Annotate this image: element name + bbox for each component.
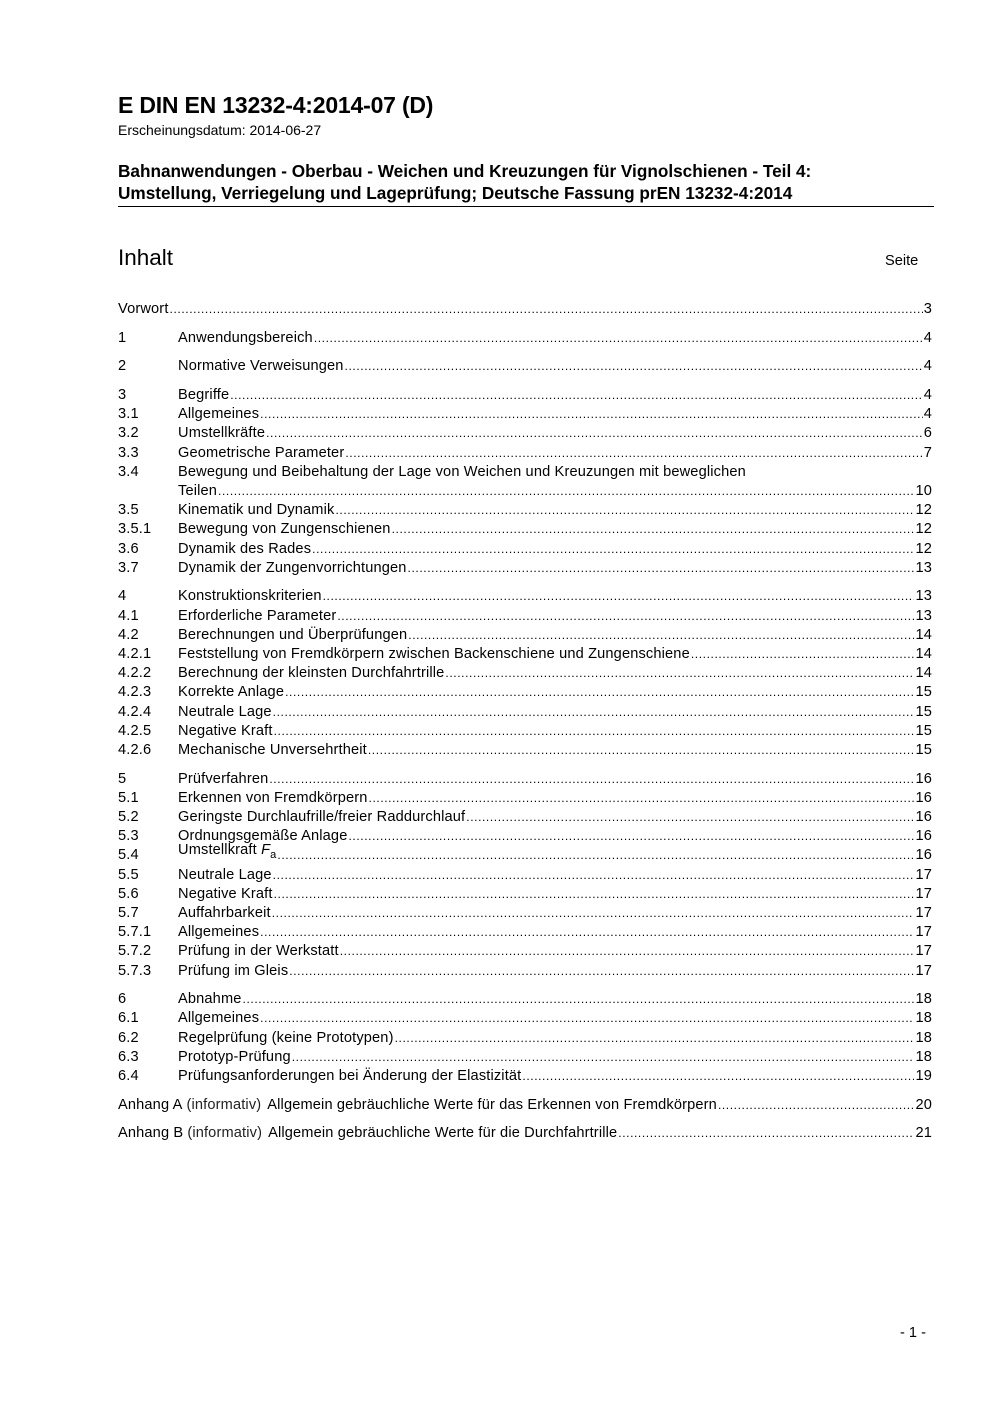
toc-entry-number: 5 (118, 770, 127, 787)
dot-leader (260, 923, 914, 942)
dot-leader (445, 664, 914, 683)
toc-entry-number: 4.2.6 (118, 741, 152, 758)
subtitle-line-2: Umstellung, Verriegelung und Lageprüfung; Deutsche Fassung prEN 13232-4:2014 (118, 183, 793, 203)
toc-entry-number: 3.2 (118, 425, 139, 442)
toc-entry-page: 10 (915, 482, 932, 499)
toc-entry-page: 15 (915, 684, 932, 701)
toc-entry-number: 3.7 (118, 559, 139, 576)
toc-entry[interactable] (118, 904, 932, 923)
dot-leader (395, 1029, 915, 1048)
toc-entry[interactable] (118, 808, 932, 827)
toc-entry-title (178, 329, 313, 348)
toc-entry-title-text: Allgemeines (178, 406, 260, 423)
toc-entry-title (178, 626, 407, 645)
toc-entry-page: 17 (915, 885, 932, 902)
annex-type: (informativ) (186, 1096, 262, 1113)
table-of-contents (118, 300, 932, 1144)
document-subtitle (118, 160, 938, 204)
dot-leader (466, 808, 914, 827)
toc-entry[interactable] (118, 444, 932, 463)
toc-entry[interactable] (118, 664, 932, 683)
toc-entry-page: 13 (915, 588, 932, 605)
toc-entry-title: Vorwort (118, 300, 169, 317)
toc-entry-page: 14 (915, 665, 932, 682)
dot-leader (368, 741, 915, 760)
toc-entry-title (178, 386, 229, 405)
toc-entry-number: 5.2 (118, 809, 139, 825)
toc-entry-title (178, 1009, 259, 1028)
toc-entry-number: 6 (118, 991, 127, 1008)
toc-entry-page: 4 (923, 358, 932, 375)
toc-entry-title-text: Ordnungsgemäße Anlage (178, 828, 348, 845)
toc-entry-number: 6.3 (118, 1048, 139, 1065)
toc-entry-number: 5.7.3 (118, 962, 152, 979)
toc-entry-title-text: Prüfung in der Werkstatt (178, 943, 339, 960)
toc-entry-page: 7 (923, 444, 932, 461)
toc-entry-number: 3.3 (118, 444, 139, 461)
toc-entry-title-text: Kinematik und Dynamik (178, 502, 335, 519)
toc-entry-page: 17 (915, 943, 932, 960)
toc-entry-title-text: Normative Verweisungen (178, 358, 344, 375)
toc-entry[interactable] (118, 424, 932, 443)
toc-entry[interactable] (118, 1029, 932, 1048)
toc-entry[interactable] (118, 683, 932, 702)
toc-entry[interactable] (118, 789, 932, 808)
toc-entry-title-text: Geringste Durchlaufrille/freier Raddurchlauf (178, 809, 466, 825)
toc-entry-page: 16 (915, 789, 932, 806)
toc-entry-number: 3 (118, 387, 127, 404)
toc-entry-title (178, 990, 242, 1009)
toc-entry-title-text: Auffahrbarkeit (178, 904, 271, 921)
toc-entry-title-text: Geometrische Parameter (178, 444, 345, 461)
dot-leader (345, 357, 923, 376)
toc-entry-title-continuation: Teilen (178, 482, 218, 499)
toc-entry-title (178, 923, 259, 942)
toc-entry-page: 18 (915, 1048, 932, 1065)
dot-leader (218, 482, 914, 501)
dot-leader (260, 405, 923, 424)
toc-entry-title (178, 942, 339, 961)
toc-entry-title (178, 904, 271, 923)
toc-entry-page: 12 (915, 521, 932, 538)
toc-entry-title (178, 664, 444, 683)
toc-entry[interactable] (118, 1009, 932, 1028)
toc-entry-number: 5.3 (118, 828, 139, 845)
toc-entry-page: 13 (915, 559, 932, 576)
toc-entry-title-text: Korrekte Anlage (178, 684, 285, 701)
toc-entry-title-text: Dynamik der Zungenvorrichtungen (178, 559, 407, 576)
toc-entry-page: 15 (915, 722, 932, 739)
toc-entry-title (178, 841, 276, 865)
toc-entry-title-text: Umstellkraft (178, 842, 257, 859)
toc-entry[interactable] (118, 1048, 932, 1067)
toc-entry-number: 6.1 (118, 1010, 139, 1027)
toc-entry-title-text: Erkennen von Fremdkörpern (178, 789, 368, 806)
toc-entry-page: 4 (923, 406, 932, 423)
dot-leader (260, 1009, 914, 1028)
dot-leader (314, 329, 923, 348)
toc-entry-number: 3.6 (118, 540, 139, 557)
toc-entry-title-text: Prüfung im Gleis (178, 962, 289, 979)
toc-annex-entry[interactable] (118, 1124, 932, 1143)
dot-leader (273, 866, 915, 885)
dot-leader (392, 520, 915, 539)
dot-leader (230, 386, 922, 405)
formula-symbol: F (261, 842, 271, 859)
annex-page: 21 (915, 1125, 932, 1142)
toc-entry-title-text: Negative Kraft (178, 885, 273, 902)
toc-entry-title-text: Konstruktionskriterien (178, 588, 322, 605)
toc-entry-page: 13 (915, 607, 932, 624)
toc-entry-title (178, 1048, 291, 1067)
toc-entry-title-text: Allgemeines (178, 1010, 260, 1027)
dot-leader (272, 904, 915, 923)
toc-entry-number: 5.7.2 (118, 943, 152, 960)
toc-entry-page: 16 (915, 809, 932, 825)
toc-entry[interactable] (118, 501, 932, 520)
toc-entry-title (178, 424, 265, 443)
toc-entry-page: 12 (915, 540, 932, 557)
toc-entry-title (178, 540, 311, 559)
toc-entry[interactable] (118, 626, 932, 645)
toc-entry-number: 5.7.1 (118, 924, 152, 941)
subtitle-line-1: Bahnanwendungen - Oberbau - Weichen und Kreuzungen für Vignolschienen - Teil 4: (118, 161, 812, 181)
toc-entry-number: 5.1 (118, 789, 139, 806)
toc-entry-title-text: Umstellkräfte (178, 425, 266, 442)
toc-entry-title-text: Feststellung von Fremdkörpern zwischen Backenschiene und Zungenschiene (178, 646, 690, 662)
dot-leader (369, 789, 915, 808)
dot-leader (269, 770, 914, 789)
toc-entry-title (178, 444, 344, 463)
toc-entry-title (178, 703, 272, 722)
toc-entry-title-text: Negative Kraft (178, 722, 273, 739)
toc-entry-number: 4.2.1 (118, 646, 152, 662)
toc-entry-title (178, 559, 407, 578)
toc-entry-number: 4.2.4 (118, 703, 152, 720)
toc-entry-title (178, 607, 336, 626)
toc-entry[interactable] (118, 405, 932, 424)
toc-entry[interactable] (118, 329, 932, 348)
toc-entry-title-text: Berechnungen und Überprüfungen (178, 626, 408, 643)
toc-entry-title-text: Neutrale Lage (178, 866, 272, 883)
toc-entry-page: 17 (915, 904, 932, 921)
toc-entry-title (178, 866, 272, 885)
dot-leader (691, 645, 915, 664)
toc-entry-page: 18 (915, 1010, 932, 1027)
toc-entry-title-text: Anwendungsbereich (178, 329, 313, 346)
toc-entry-title (178, 741, 367, 760)
toc-entry-title-text: Bewegung von Zungenschienen (178, 521, 391, 538)
toc-entry-title-text: Regelprüfung (keine Prototypen) (178, 1029, 394, 1046)
toc-entry-number: 3.4 (118, 463, 139, 480)
dot-leader (289, 962, 914, 981)
toc-entry-number: 2 (118, 358, 127, 375)
toc-entry-title (178, 1029, 394, 1048)
dot-leader (408, 559, 915, 578)
document-id: E DIN EN 13232-4:2014-07 (D) (118, 92, 434, 118)
toc-entry[interactable] (118, 770, 932, 789)
dot-leader (273, 703, 915, 722)
publication-date: Erscheinungsdatum: 2014-06-27 (118, 122, 322, 138)
toc-entry-title-text: Prototyp-Prüfung (178, 1048, 291, 1065)
formula-subscript: a (270, 849, 277, 862)
annex-type: (informativ) (187, 1125, 263, 1142)
toc-entry[interactable] (118, 866, 932, 885)
toc-entry-page: 6 (923, 425, 932, 442)
toc-entry-page: 19 (915, 1067, 932, 1084)
dot-leader (340, 942, 915, 961)
toc-entry-title (178, 501, 334, 520)
toc-entry[interactable] (118, 703, 932, 722)
annex-key: Anhang B (118, 1125, 184, 1142)
toc-entry-number: 5.6 (118, 885, 139, 902)
toc-entry-page: 12 (915, 502, 932, 519)
toc-entry[interactable] (118, 540, 932, 559)
dot-leader (323, 587, 915, 606)
toc-entry-title (178, 587, 322, 606)
toc-entry[interactable] (118, 559, 932, 578)
toc-entry-number: 3.5.1 (118, 521, 152, 538)
toc-entry[interactable] (118, 587, 932, 606)
toc-entry-page: 17 (915, 866, 932, 883)
toc-entry-number: 3.1 (118, 406, 139, 423)
toc-entry[interactable] (118, 520, 932, 539)
toc-entry-vorwort[interactable] (118, 300, 932, 319)
toc-entry-title (178, 520, 391, 539)
toc-entry[interactable] (118, 962, 932, 981)
toc-entry[interactable] (118, 942, 932, 961)
toc-entry-number: 4.2.5 (118, 722, 152, 739)
toc-entry-number: 4.2.3 (118, 684, 152, 701)
toc-entry-page: 16 (915, 847, 932, 864)
annex-page: 20 (915, 1096, 932, 1113)
dot-leader (522, 1067, 914, 1086)
dot-leader (335, 501, 914, 520)
toc-entry-title (178, 357, 344, 376)
toc-entry-title (178, 770, 268, 789)
dot-leader (337, 607, 914, 626)
annex-title: Allgemein gebräuchliche Werte für die Durchfahrtrille (268, 1125, 618, 1142)
toc-entry-title-text: Begriffe (178, 387, 230, 404)
toc-entry-title (178, 683, 284, 702)
toc-entry[interactable] (118, 990, 932, 1009)
toc-entry-number: 6.4 (118, 1067, 139, 1084)
toc-entry-title (178, 722, 273, 741)
toc-entry-page: 17 (915, 962, 932, 979)
toc-entry-number: 5.4 (118, 847, 139, 864)
toc-entry-title-text: Neutrale Lage (178, 703, 272, 720)
toc-entry-title (178, 789, 368, 808)
toc-entry[interactable] (118, 463, 932, 501)
toc-entry-page: 4 (923, 387, 932, 404)
toc-entry[interactable] (118, 842, 932, 865)
toc-entry-title-text: Erforderliche Parameter (178, 607, 337, 624)
toc-entry-title (178, 808, 465, 827)
toc-entry-title-text: Prüfungsanforderungen bei Änderung der Elastizität (178, 1067, 522, 1084)
toc-entry[interactable] (118, 357, 932, 376)
toc-entry-page: 15 (915, 741, 932, 758)
toc-entry-number: 1 (118, 329, 127, 346)
toc-entry-number: 4.1 (118, 607, 139, 624)
dot-leader (266, 424, 923, 443)
dot-leader (274, 722, 915, 741)
toc-entry-page: 18 (915, 1029, 932, 1046)
toc-entry-number: 3.5 (118, 502, 139, 519)
toc-entry-title-text: Berechnung der kleinsten Durchfahrtrille (178, 665, 445, 682)
toc-entry-page: 17 (915, 924, 932, 941)
dot-leader (277, 846, 914, 865)
toc-entry[interactable] (118, 923, 932, 942)
toc-entry[interactable] (118, 645, 932, 664)
toc-entry-number: 4.2.2 (118, 665, 152, 682)
toc-entry-page: 4 (923, 329, 932, 346)
toc-entry-number: 5.5 (118, 866, 139, 883)
toc-entry-title-text: Allgemeines (178, 924, 260, 941)
toc-entry-title (178, 885, 273, 904)
annex-key: Anhang A (118, 1096, 183, 1113)
dot-leader (408, 626, 914, 645)
toc-heading: Inhalt (118, 245, 174, 270)
toc-entry-page: 3 (923, 300, 932, 317)
toc-entry-title (178, 645, 690, 664)
page-number: - 1 - (900, 1325, 926, 1341)
dot-leader (292, 1048, 915, 1067)
toc-entry-number: 5.7 (118, 904, 139, 921)
toc-annex-entry[interactable] (118, 1096, 932, 1115)
toc-entry-page: 15 (915, 703, 932, 720)
toc-entry-page: 18 (915, 991, 932, 1008)
toc-entry-title-text: Prüfverfahren (178, 770, 269, 787)
toc-entry[interactable] (118, 741, 932, 760)
dot-leader (348, 827, 914, 846)
toc-entry[interactable] (118, 885, 932, 904)
toc-entry-title: Bewegung und Beibehaltung der Lage von Weichen und Kreuzungen mit beweglichen (178, 463, 746, 480)
toc-entry-title (178, 405, 259, 424)
dot-leader (718, 1096, 915, 1115)
toc-entry[interactable] (118, 1067, 932, 1086)
toc-entry-title-text: Abnahme (178, 991, 242, 1008)
toc-entry-number: 6.2 (118, 1029, 139, 1046)
dot-leader (312, 540, 914, 559)
dot-leader (285, 683, 914, 702)
toc-entry[interactable] (118, 722, 932, 741)
toc-entry[interactable] (118, 607, 932, 626)
toc-entry-title-text: Mechanische Unversehrtheit (178, 741, 367, 758)
dot-leader (274, 885, 915, 904)
header-rule (118, 206, 934, 207)
dot-leader (170, 300, 923, 319)
toc-entry-title-text: Dynamik des Rades (178, 540, 312, 557)
toc-page-label: Seite (885, 253, 919, 269)
dot-leader (345, 444, 922, 463)
toc-entry-title (178, 1067, 521, 1086)
toc-entry-page: 16 (915, 828, 932, 845)
toc-entry-page: 16 (915, 770, 932, 787)
toc-entry-page: 14 (915, 626, 932, 643)
dot-leader (618, 1124, 914, 1143)
annex-title: Allgemein gebräuchliche Werte für das Erkennen von Fremdkörpern (267, 1096, 717, 1113)
dot-leader (243, 990, 915, 1009)
toc-entry-title (178, 962, 288, 981)
toc-entry[interactable] (118, 386, 932, 405)
toc-entry-number: 4 (118, 588, 127, 605)
toc-entry-number: 4.2 (118, 626, 139, 643)
toc-entry-page: 14 (915, 646, 932, 662)
